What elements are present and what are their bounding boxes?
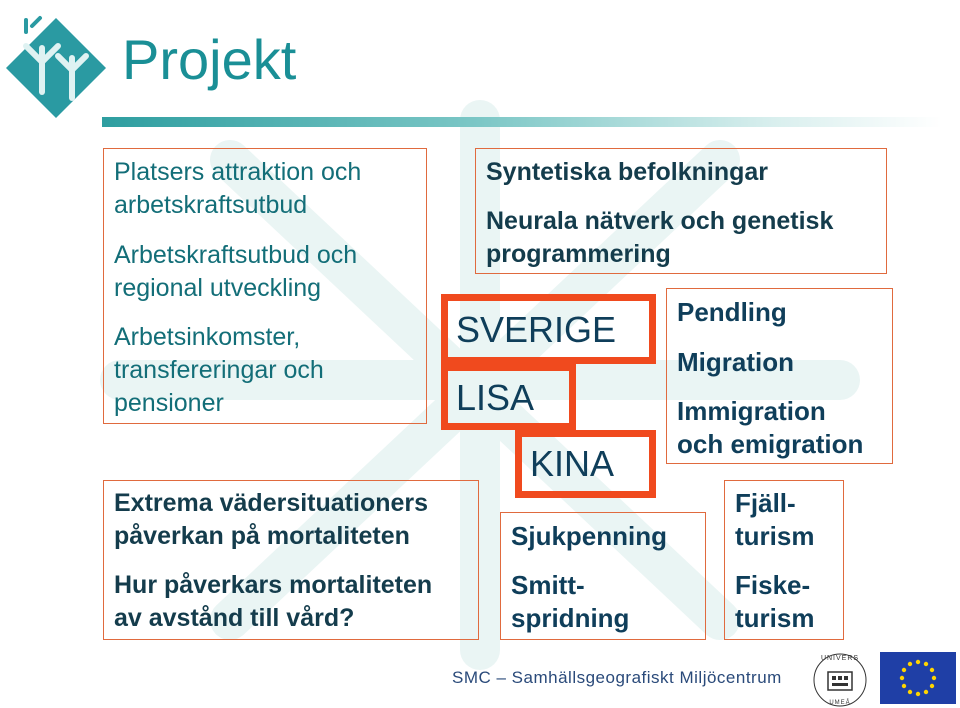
mortality-line: Extrema vädersituationers [114, 489, 429, 517]
topic-line: arbetskraftsutbud [114, 191, 308, 219]
tourism-line: turism [735, 521, 815, 551]
mortality-line: påverkan på mortaliteten [114, 522, 410, 550]
methods-line: Syntetiska befolkningar [486, 158, 769, 186]
health-line: spridning [511, 603, 630, 633]
topic-line: Arbetsinkomster, [114, 323, 301, 351]
kina-label: KINA [530, 443, 615, 484]
tourism-line: turism [735, 603, 815, 633]
topic-line: regional utveckling [114, 274, 322, 302]
methods-line: programmering [486, 240, 671, 268]
health-line: Smitt- [511, 570, 585, 600]
topic-line: Platsers attraktion och [114, 158, 362, 186]
sverige-label: SVERIGE [456, 309, 617, 350]
migration-line: Immigration [677, 396, 826, 426]
migration-line: Migration [677, 347, 794, 377]
tourism-line: Fiske- [735, 570, 811, 600]
university-seal-icon [808, 648, 872, 708]
lisa-label: LISA [456, 377, 535, 418]
topic-line: pensioner [114, 389, 224, 417]
tourism-line: Fjäll- [735, 488, 796, 518]
migration-line: och emigration [677, 429, 864, 459]
title-underline [102, 117, 942, 127]
mortality-line: Hur påverkars mortaliteten [114, 571, 433, 599]
eu-flag-icon [880, 652, 956, 704]
methods-line: Neurala nätverk och genetisk [486, 207, 834, 235]
svg-text:UMEÅ: UMEÅ [829, 700, 851, 706]
mortality-line: av avstånd till vård? [114, 604, 355, 632]
health-line: Sjukpenning [511, 521, 667, 551]
topic-line: transfereringar och [114, 356, 324, 384]
migration-line: Pendling [677, 297, 787, 327]
topic-line: Arbetskraftsutbud och [114, 241, 358, 269]
page-title: Projekt [122, 28, 297, 91]
logo-icon [2, 12, 110, 120]
svg-text:UNIVERS: UNIVERS [820, 655, 860, 662]
footer-text: SMC – Samhällsgeografiskt Miljöcentrum [452, 668, 782, 687]
